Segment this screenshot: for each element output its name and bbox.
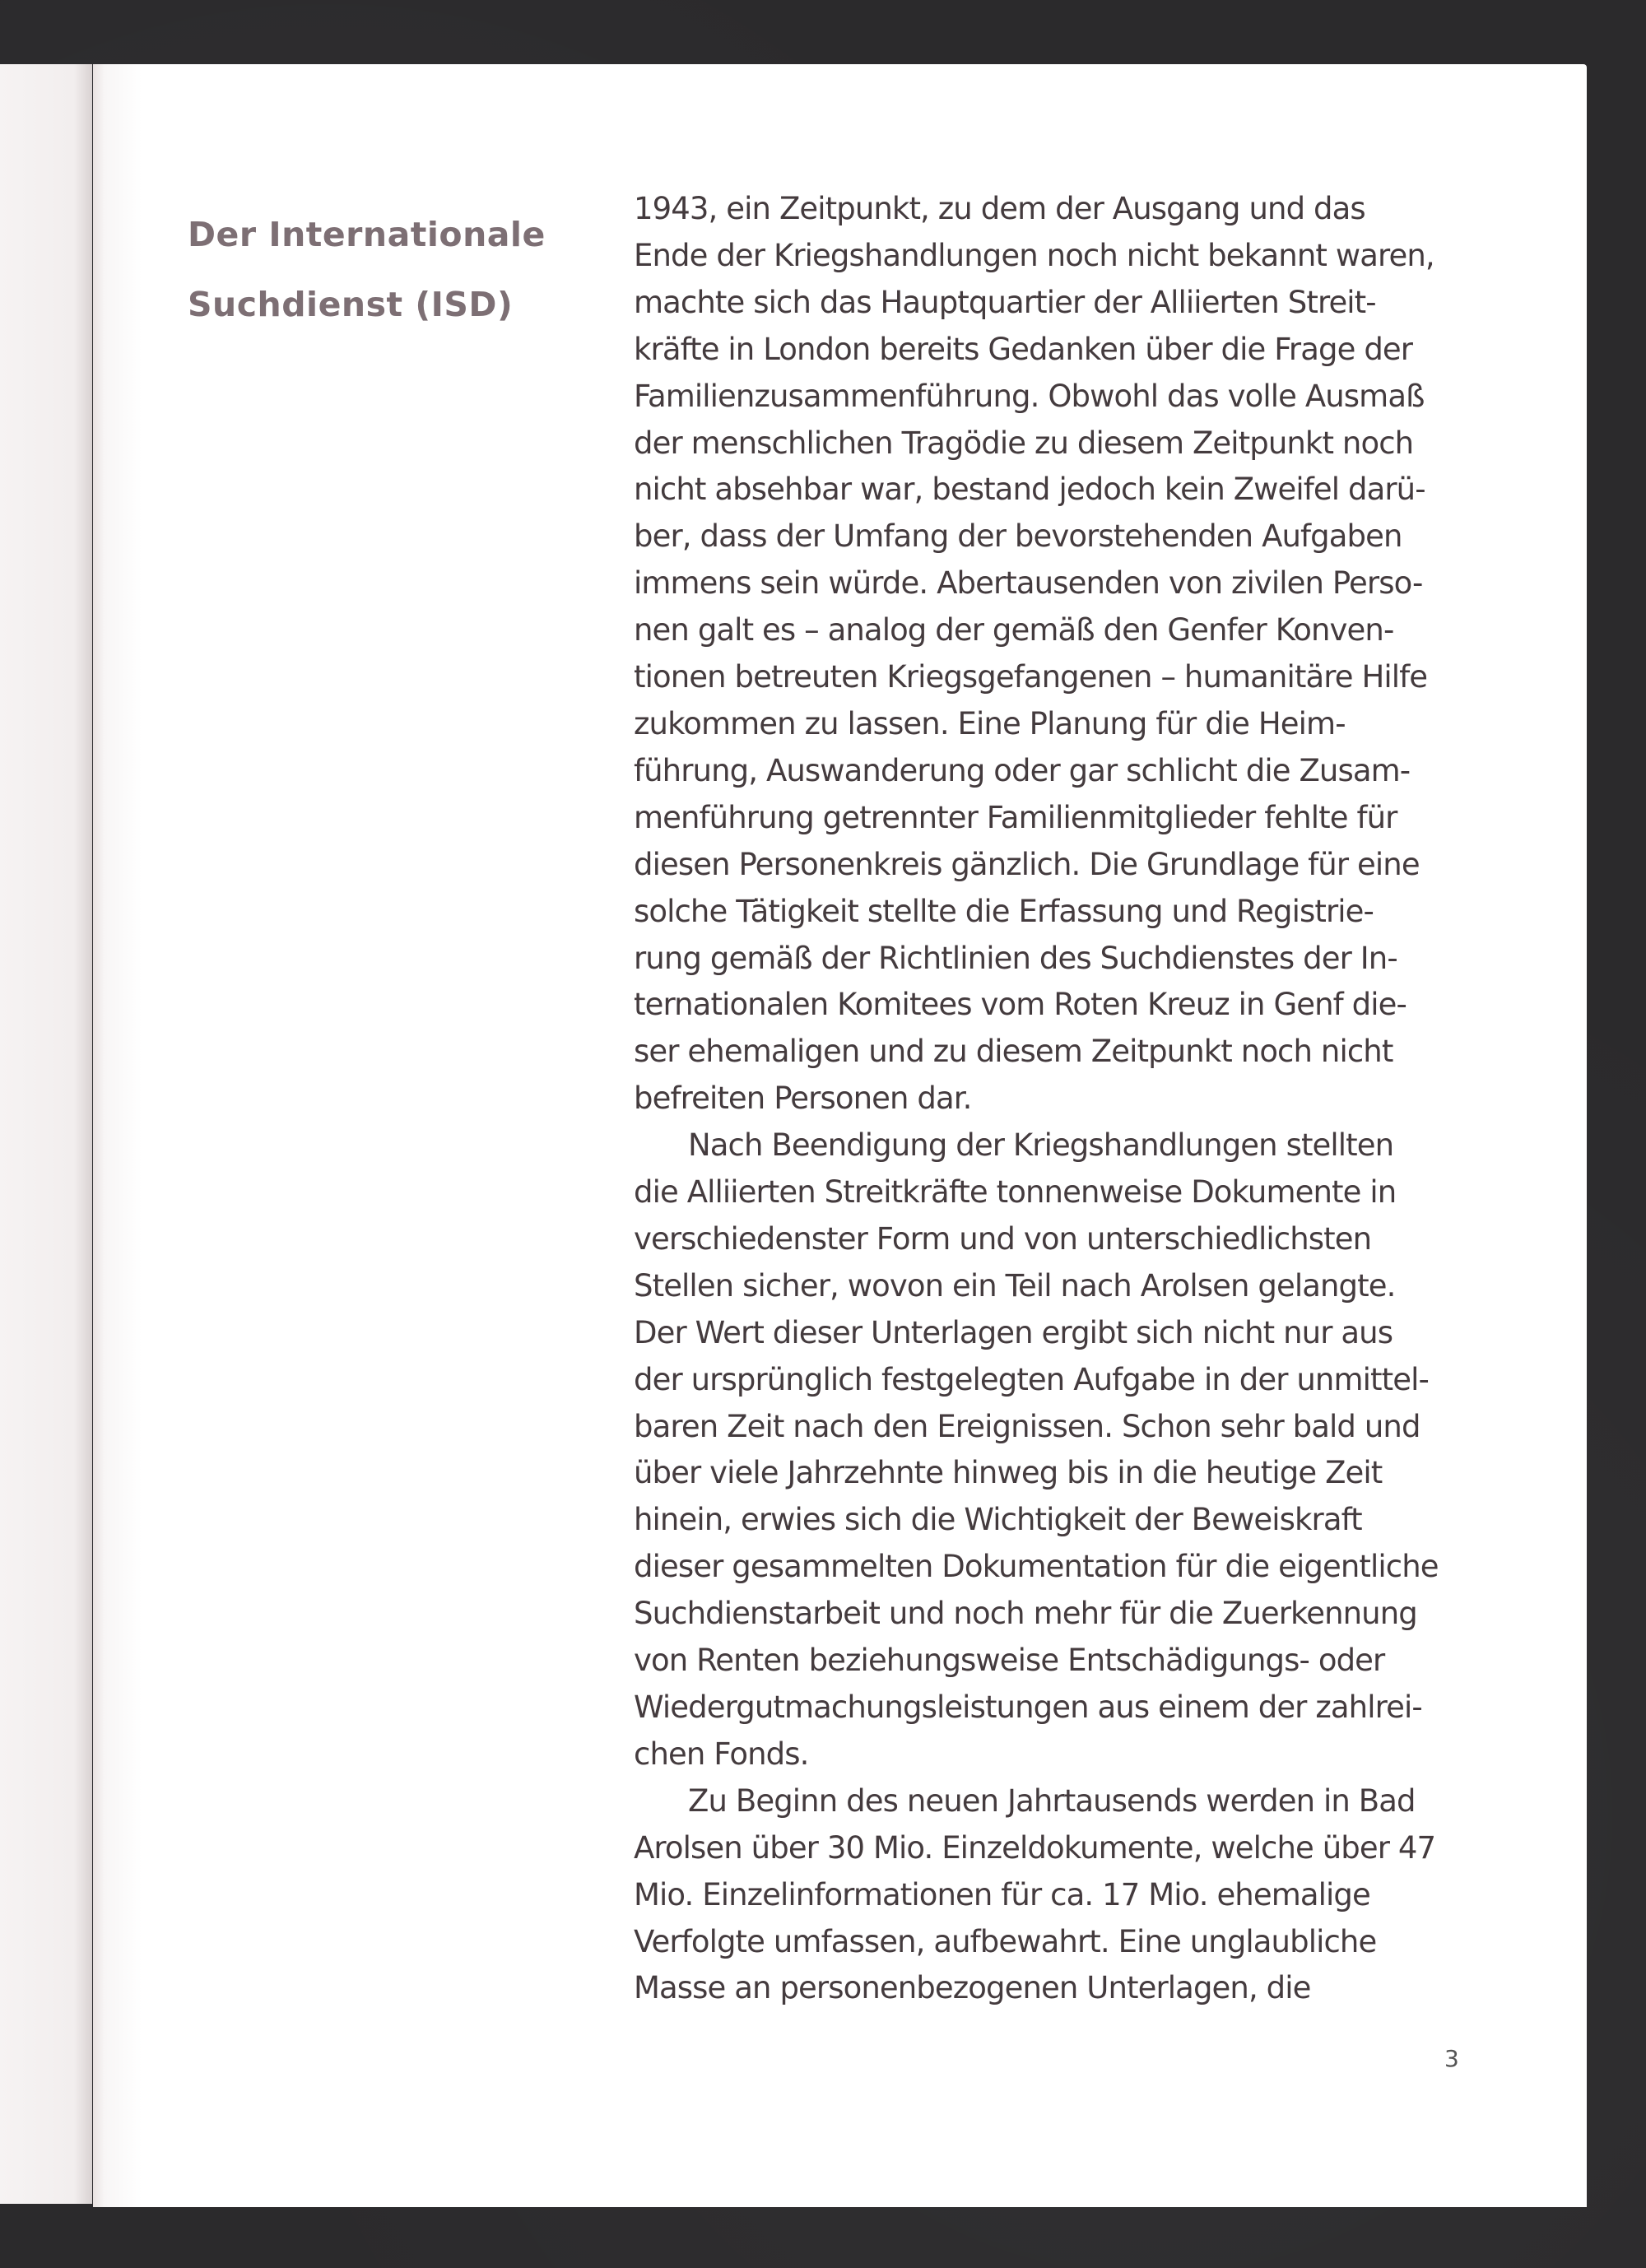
text-line: Masse an personenbezogenen Unterlagen, die — [634, 1970, 1311, 2006]
text-line: Ende der Kriegshandlungen noch nicht bekannt waren, — [634, 237, 1434, 273]
text-line: hinein, erwies sich die Wichtigkeit der Beweiskraft — [634, 1502, 1362, 1538]
text-line: nicht absehbar war, bestand jedoch kein Zweifel darü- — [634, 472, 1425, 508]
text-line: tionen betreuten Kriegsgefangenen – humanitäre Hilfe — [634, 659, 1428, 695]
text-line: dieser gesammelten Dokumentation für die eigentliche — [634, 1549, 1439, 1585]
text-line: die Alliierten Streitkräfte tonnenweise Dokumente in — [634, 1174, 1397, 1211]
text-line: ternationalen Komitees vom Roten Kreuz in Genf die- — [634, 987, 1407, 1023]
text-line: Der Wert dieser Unterlagen ergibt sich nicht nur aus — [634, 1314, 1393, 1350]
document-page — [93, 64, 1587, 2207]
text-line: Verfolgte umfassen, aufbewahrt. Eine unglaubliche — [634, 1923, 1377, 1959]
section-heading — [188, 200, 599, 340]
text-line: verschiedenster Form und von unterschiedlichsten — [634, 1220, 1372, 1257]
page-number: 3 — [1444, 2045, 1459, 2072]
body-text — [634, 186, 1539, 2012]
text-line: immens sein würde. Abertausenden von zivilen Perso- — [634, 565, 1423, 602]
text-line: Wiedergutmachungsleistungen aus einem der zahlrei- — [634, 1689, 1422, 1725]
text-line: machte sich das Hauptquartier der Alliierten Streit- — [634, 284, 1376, 320]
text-line: menführung getrennter Familienmitglieder fehlte für — [634, 799, 1397, 835]
heading-line: Der Internationale — [188, 215, 546, 254]
text-line: führung, Auswanderung oder gar schlicht die Zusam- — [634, 752, 1411, 788]
text-line: Mio. Einzelinformationen für ca. 17 Mio. ehemalige — [634, 1876, 1370, 1912]
heading-line: Suchdienst (ISD) — [188, 285, 514, 324]
text-line: der ursprünglich festgelegten Aufgabe in der unmittel- — [634, 1361, 1429, 1397]
text-line: nen galt es – analog der gemäß den Genfer Konven- — [634, 612, 1394, 648]
text-line: befreiten Personen dar. — [634, 1081, 972, 1117]
paragraph — [634, 186, 1539, 1122]
paragraph — [634, 1122, 1539, 1778]
text-line: Familienzusammenführung. Obwohl das volle Ausmaß — [634, 378, 1425, 414]
text-line: diesen Personenkreis gänzlich. Die Grundlage für eine — [634, 846, 1420, 882]
text-line: von Renten beziehungsweise Entschädigungs- oder — [634, 1643, 1385, 1679]
text-line: Stellen sicher, wovon ein Teil nach Arolsen gelangte. — [634, 1267, 1396, 1304]
text-line: Suchdienstarbeit und noch mehr für die Zuerkennung — [634, 1596, 1417, 1632]
text-line: ber, dass der Umfang der bevorstehenden Aufgaben — [634, 518, 1402, 555]
facing-page-edge — [0, 64, 92, 2204]
text-line: baren Zeit nach den Ereignissen. Schon sehr bald und — [634, 1408, 1420, 1444]
text-line: der menschlichen Tragödie zu diesem Zeitpunkt noch — [634, 425, 1414, 461]
paragraph — [634, 1778, 1539, 2013]
text-line: über viele Jahrzehnte hinweg bis in die heutige Zeit — [634, 1455, 1383, 1491]
text-line: zukommen zu lassen. Eine Planung für die Heim- — [634, 705, 1346, 741]
text-line: ser ehemaligen und zu diesem Zeitpunkt noch nicht — [634, 1034, 1393, 1070]
text-line: chen Fonds. — [634, 1736, 809, 1772]
text-line: Arolsen über 30 Mio. Einzeldokumente, welche über 47 — [634, 1829, 1436, 1866]
text-line: solche Tätigkeit stellte die Erfassung und Registrie- — [634, 893, 1374, 929]
text-line: kräfte in London bereits Gedanken über die Frage der — [634, 331, 1413, 367]
text-line: rung gemäß der Richtlinien des Suchdienstes der In- — [634, 940, 1397, 976]
text-line: Nach Beendigung der Kriegshandlungen stellten — [688, 1127, 1394, 1164]
text-line: 1943, ein Zeitpunkt, zu dem der Ausgang und das — [634, 191, 1365, 226]
text-line: Zu Beginn des neuen Jahrtausends werden in Bad — [688, 1782, 1416, 1819]
